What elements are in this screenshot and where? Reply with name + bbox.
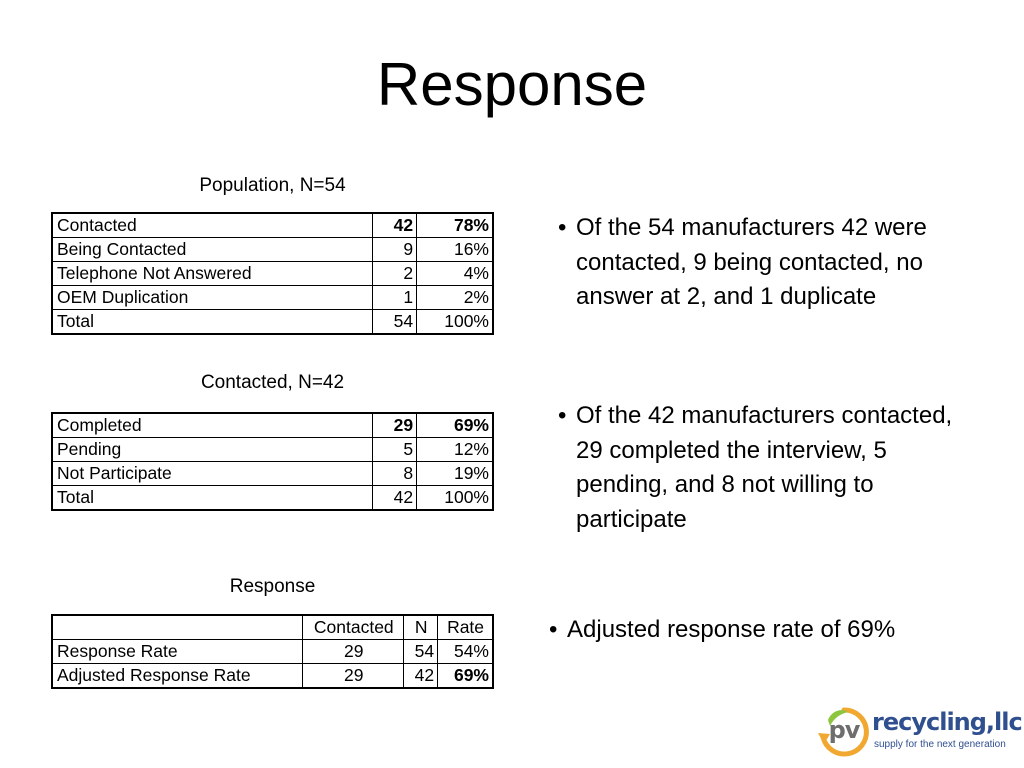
row-count: 1 [373, 286, 417, 310]
bullet-point [549, 613, 989, 648]
recycle-badge-icon [818, 706, 870, 758]
bullet-dot: • [558, 402, 567, 429]
bullet-dot: • [558, 214, 567, 241]
row-label: OEM Duplication [53, 286, 373, 310]
row-label: Being Contacted [53, 238, 373, 262]
response-caption: Response [229, 576, 316, 597]
row-label: Not Participate [53, 462, 373, 486]
header-cell-rate: Rate [438, 616, 493, 640]
row-n: 54 [404, 640, 438, 664]
row-count: 5 [373, 438, 417, 462]
row-contacted: 29 [303, 664, 404, 688]
bullet-point [558, 211, 978, 315]
table-row [53, 438, 493, 462]
table-row [53, 486, 493, 510]
row-label: Total [53, 310, 373, 334]
row-percent: 12% [417, 438, 493, 462]
row-rate: 69% [438, 664, 493, 688]
population-caption: Population, N=54 [199, 175, 346, 196]
table-row [53, 286, 493, 310]
row-label: Contacted [53, 214, 373, 238]
table-header-row [53, 616, 493, 640]
row-label: Completed [53, 414, 373, 438]
header-cell-n: N [404, 616, 438, 640]
slide-title: Response [376, 51, 648, 118]
table-row [53, 414, 493, 438]
table-row [53, 310, 493, 334]
logo-tagline: supply for the next generation [874, 739, 1006, 750]
row-percent: 2% [417, 286, 493, 310]
row-count: 42 [373, 214, 417, 238]
row-count: 29 [373, 414, 417, 438]
table-row [53, 262, 493, 286]
contacted-caption: Contacted, N=42 [200, 372, 345, 393]
badge-text: pv [828, 716, 860, 744]
bullet-dot: • [549, 616, 558, 643]
row-count: 2 [373, 262, 417, 286]
row-count: 8 [373, 462, 417, 486]
table-row [53, 462, 493, 486]
bullet-text: Of the 54 manufacturers 42 were contacted, 9 being contacted, no answer at 2, and 1 duplicate [576, 214, 927, 310]
row-percent: 78% [417, 214, 493, 238]
table-row [53, 238, 493, 262]
contacted-table [52, 413, 493, 510]
company-logo [818, 706, 1022, 760]
row-percent: 4% [417, 262, 493, 286]
table-row [53, 664, 493, 688]
row-count: 54 [373, 310, 417, 334]
header-cell-contacted: Contacted [303, 616, 404, 640]
row-rate: 54% [438, 640, 493, 664]
bullet-text: Adjusted response rate of 69% [567, 616, 896, 643]
row-label: Total [53, 486, 373, 510]
bullet-text: Of the 42 manufacturers contacted, 29 completed the interview, 5 pending, and 8 not willing to participate [576, 402, 953, 533]
row-label: Response Rate [53, 640, 303, 664]
row-percent: 100% [417, 310, 493, 334]
bullet-point [558, 399, 978, 537]
response-table [52, 615, 493, 688]
row-n: 42 [404, 664, 438, 688]
population-table [52, 213, 493, 334]
row-percent: 19% [417, 462, 493, 486]
table-row [53, 214, 493, 238]
logo-wordmark: recycling,llc [872, 708, 1022, 736]
row-label: Pending [53, 438, 373, 462]
row-count: 9 [373, 238, 417, 262]
row-contacted: 29 [303, 640, 404, 664]
row-label: Adjusted Response Rate [53, 664, 303, 688]
row-percent: 100% [417, 486, 493, 510]
row-count: 42 [373, 486, 417, 510]
table-row [53, 640, 493, 664]
row-label: Telephone Not Answered [53, 262, 373, 286]
header-cell-blank [53, 616, 303, 640]
row-percent: 69% [417, 414, 493, 438]
row-percent: 16% [417, 238, 493, 262]
